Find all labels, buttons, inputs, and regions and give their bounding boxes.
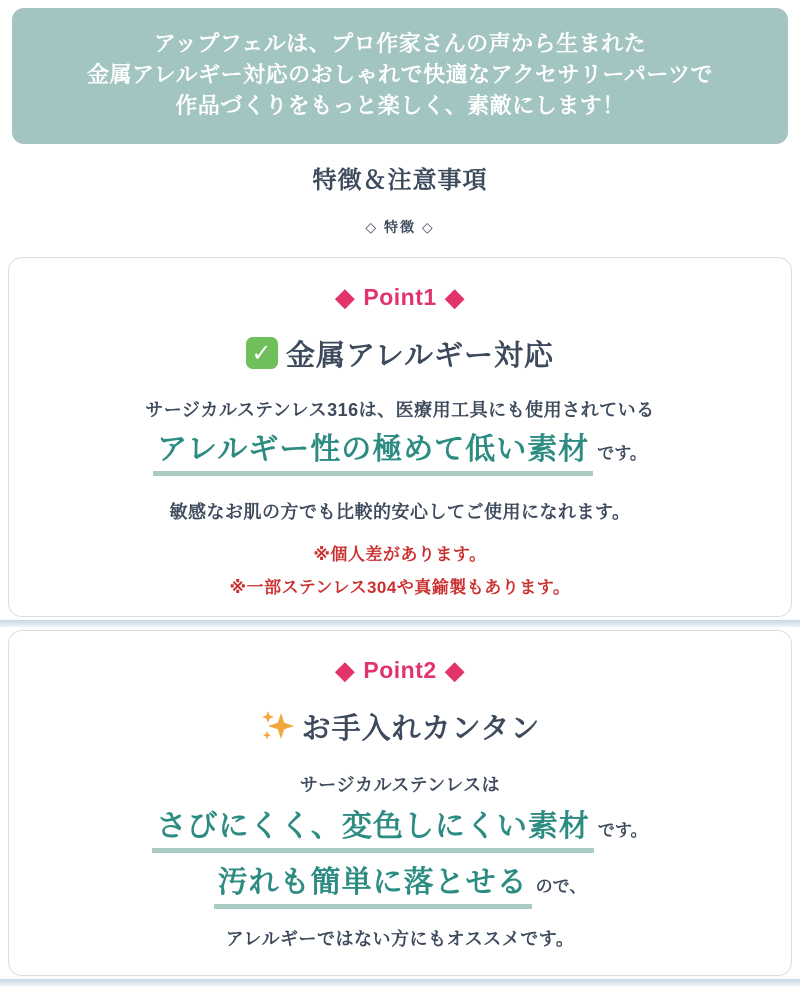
point1-highlight-suffix: です。 — [597, 443, 647, 463]
point1-card — [8, 257, 792, 617]
point1-heading-row — [25, 333, 775, 374]
point1-label: Point1 — [363, 283, 437, 310]
point1-note-1: ※個人差があります。 — [313, 544, 487, 564]
diamond-icon: ◆ — [334, 654, 356, 685]
point2-body-line-2: アレルギーではない方にもオススメです。 — [225, 928, 575, 949]
point1-body-line-1: サージカルステンレス316は、医療用工具にも使用されている — [145, 399, 655, 420]
point1-highlight-text: アレルギー性の極めて低い素材 — [153, 432, 593, 476]
banner-line-2: 金属アレルギー対応のおしゃれで快適なアクセサリーパーツで — [87, 62, 713, 88]
point2-highlight-suffix-1: です。 — [597, 820, 648, 840]
check-icon: ✓ — [246, 337, 278, 369]
point1-heading: 金属アレルギー対応 — [285, 339, 555, 372]
banner-line-3: 作品づくりをもっと楽しく、素敵にします！ — [175, 93, 625, 119]
point2-heading: お手入れカンタン — [301, 712, 541, 745]
point2-label-row — [25, 655, 775, 686]
point2-highlight-row-1 — [25, 809, 775, 853]
sparkles-icon — [260, 709, 294, 743]
point1-note-2: ※一部ステンレス304や真鍮製もあります。 — [229, 577, 571, 597]
image-seam-divider-bottom — [0, 979, 800, 986]
section-subtitle: ◇ 特徴 ◇ — [365, 218, 435, 235]
point1-highlight-row — [25, 432, 775, 476]
point1-body-line-2: 敏感なお肌の方でも比較的安心してご使用になれます。 — [169, 501, 631, 522]
diamond-icon: ◆ — [444, 654, 466, 685]
point2-highlight-row-2 — [25, 865, 775, 909]
point1-label-row — [25, 282, 775, 313]
diamond-icon: ◆ — [444, 281, 466, 312]
diamond-icon: ◆ — [334, 281, 356, 312]
section-title: 特徴＆注意事項 — [312, 166, 488, 194]
point2-label: Point2 — [363, 656, 437, 683]
image-seam-divider — [0, 620, 800, 627]
point2-highlight-text-2: 汚れも簡単に落とせる — [214, 865, 532, 909]
banner-line-1: アップフェルは、プロ作家さんの声から生まれた — [153, 31, 647, 56]
brand-intro-banner — [12, 8, 788, 144]
point2-heading-row — [25, 706, 775, 747]
point2-card — [8, 630, 792, 976]
point2-highlight-suffix-2: ので、 — [535, 876, 587, 896]
point2-body-line-1: サージカルステンレスは — [299, 774, 501, 795]
point2-highlight-text-1: さびにくく、変色しにくい素材 — [152, 809, 593, 853]
